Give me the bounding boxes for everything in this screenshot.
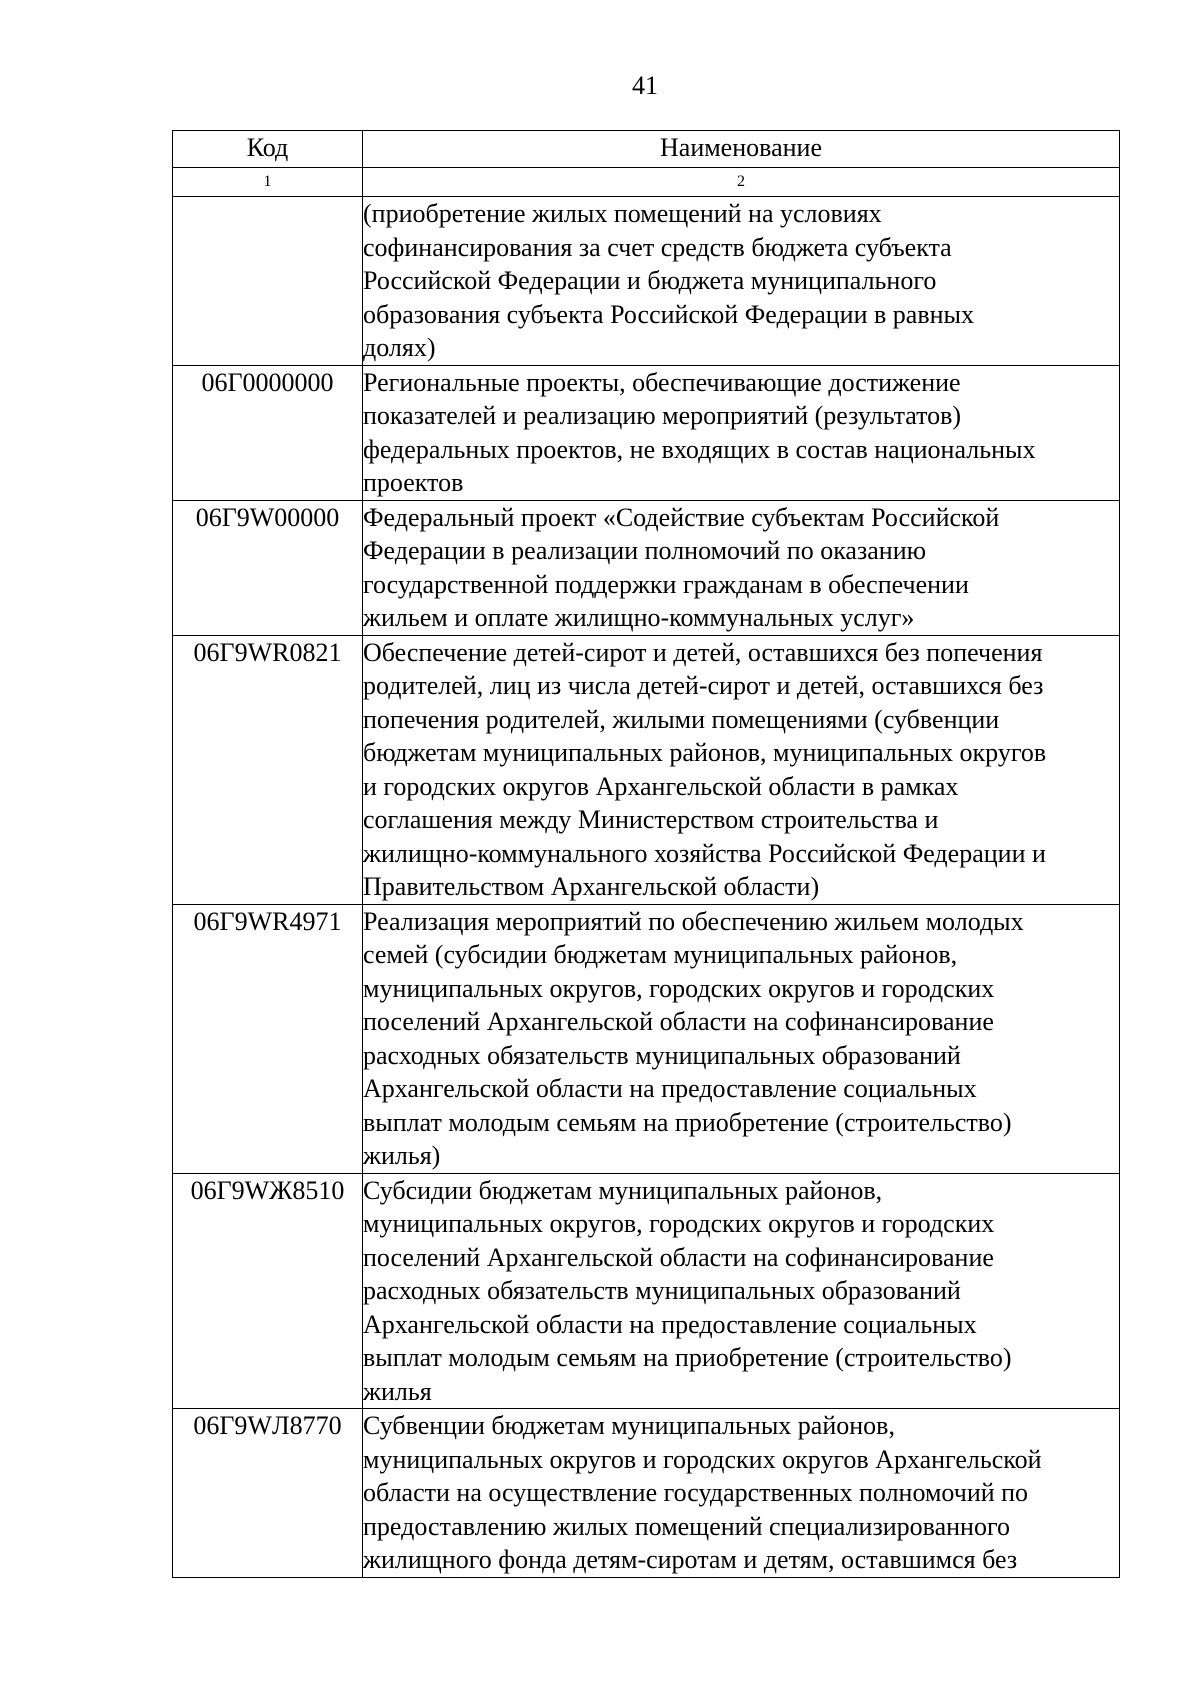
row-name-line: Субсидии бюджетам муниципальных районов, — [363, 1175, 883, 1205]
row-name-line: Российской Федерации и бюджета муниципального — [363, 266, 937, 295]
row-name — [363, 197, 1120, 366]
table-row — [173, 1409, 1120, 1578]
row-code: 06Г9WЛ8770 — [173, 1409, 363, 1578]
row-name — [363, 365, 1120, 500]
table-row — [173, 635, 1120, 904]
row-name-line: Федерации в реализации полномочий по оказанию — [363, 536, 927, 565]
row-code: 06Г0000000 — [173, 365, 363, 500]
row-name — [363, 904, 1120, 1173]
table-row — [173, 1173, 1120, 1409]
row-name-line: Региональные проекты, обеспечивающие достижение — [363, 367, 961, 397]
row-name-line: соглашения между Министерством строительства и — [363, 805, 939, 834]
row-name-line: поселений Архангельской области на софинансирование — [363, 1007, 994, 1036]
table-header-row — [173, 131, 1120, 168]
row-name-line: проектов — [363, 468, 464, 497]
column-number-row — [173, 168, 1120, 197]
row-name-line: софинансирования за счет средств бюджета субъекта — [363, 232, 952, 262]
row-name-line: жильем и оплате жилищно-коммунальных услуг» — [363, 603, 915, 632]
column-number-2: 2 — [363, 168, 1120, 197]
row-name-line: расходных обязательств муниципальных образований — [363, 1040, 961, 1070]
table-row — [173, 197, 1120, 366]
table-row — [173, 500, 1120, 635]
table-row — [173, 365, 1120, 500]
header-name: Наименование — [363, 131, 1120, 168]
row-code: 06Г9WR4971 — [173, 904, 363, 1173]
table-row — [173, 904, 1120, 1173]
row-name-line: родителей, лиц из числа детей-сирот и детей, оставшихся без — [363, 671, 1044, 700]
row-name-line: муниципальных округов и городских округов Архангельской — [363, 1444, 1042, 1474]
row-name-line: выплат молодым семьям на приобретение (строительство) — [363, 1343, 1012, 1372]
row-name-line: Обеспечение детей-сирот и детей, оставшихся без попечения — [363, 637, 1043, 667]
row-name-line: области на осуществление государственных полномочий по — [363, 1478, 1029, 1507]
row-name-line: долях) — [363, 333, 436, 362]
row-name-line: государственной поддержки гражданам в обеспечении — [363, 569, 969, 599]
row-name — [363, 1173, 1120, 1409]
budget-classification-table — [172, 130, 1120, 1578]
row-name-line: Реализация мероприятий по обеспечению жильем молодых — [363, 906, 1024, 936]
row-name-line: Субвенции бюджетам муниципальных районов, — [363, 1411, 895, 1440]
row-name-line: Архангельской области на предоставление социальных — [363, 1074, 977, 1103]
column-number-1: 1 — [173, 168, 363, 197]
row-name-line: жилищно-коммунального хозяйства Российской Федерации и — [363, 838, 1046, 868]
row-name-line: поселений Архангельской области на софинансирование — [363, 1242, 994, 1272]
row-code: 06Г9WЖ8510 — [173, 1173, 363, 1409]
row-name-line: федеральных проектов, не входящих в состав национальных — [363, 434, 1036, 464]
table-body — [173, 197, 1120, 1578]
row-name-line: жилья) — [363, 1141, 441, 1170]
row-name-line: расходных обязательств муниципальных образований — [363, 1276, 961, 1305]
row-code: 06Г9WR0821 — [173, 635, 363, 904]
row-name-line: показателей и реализацию мероприятий (результатов) — [363, 401, 962, 430]
row-name-line: Федеральный проект «Содействие субъектам Российской — [363, 502, 1000, 532]
row-name-line: бюджетам муниципальных районов, муниципальных округов — [363, 738, 1047, 767]
row-name-line: жилья — [363, 1376, 432, 1406]
row-name-line: жилищного фонда детям-сиротам и детям, оставшимся без — [363, 1545, 1018, 1574]
row-name-line: Архангельской области на предоставление социальных — [363, 1309, 977, 1339]
row-name-line: попечения родителей, жилыми помещениями (субвенции — [363, 704, 1000, 734]
row-name — [363, 635, 1120, 904]
row-name-line: и городских округов Архангельской области в рамках — [363, 771, 959, 801]
row-name — [363, 1409, 1120, 1578]
row-code — [173, 197, 363, 366]
row-name — [363, 500, 1120, 635]
row-name-line: предоставлению жилых помещений специализированного — [363, 1511, 1010, 1541]
row-name-line: образования субъекта Российской Федерации в равных — [363, 299, 974, 329]
row-code: 06Г9W00000 — [173, 500, 363, 635]
row-name-line: муниципальных округов, городских округов и городских — [363, 1209, 995, 1238]
header-code: Код — [173, 131, 363, 168]
row-name-line: выплат молодым семьям на приобретение (строительство) — [363, 1107, 1012, 1137]
row-name-line: муниципальных округов, городских округов и городских — [363, 973, 995, 1003]
page-number: 41 — [632, 71, 658, 100]
row-name-line: семей (субсидии бюджетам муниципальных районов, — [363, 940, 958, 969]
row-name-line: Правительством Архангельской области) — [363, 872, 820, 901]
row-name-line: (приобретение жилых помещений на условиях — [363, 199, 882, 228]
